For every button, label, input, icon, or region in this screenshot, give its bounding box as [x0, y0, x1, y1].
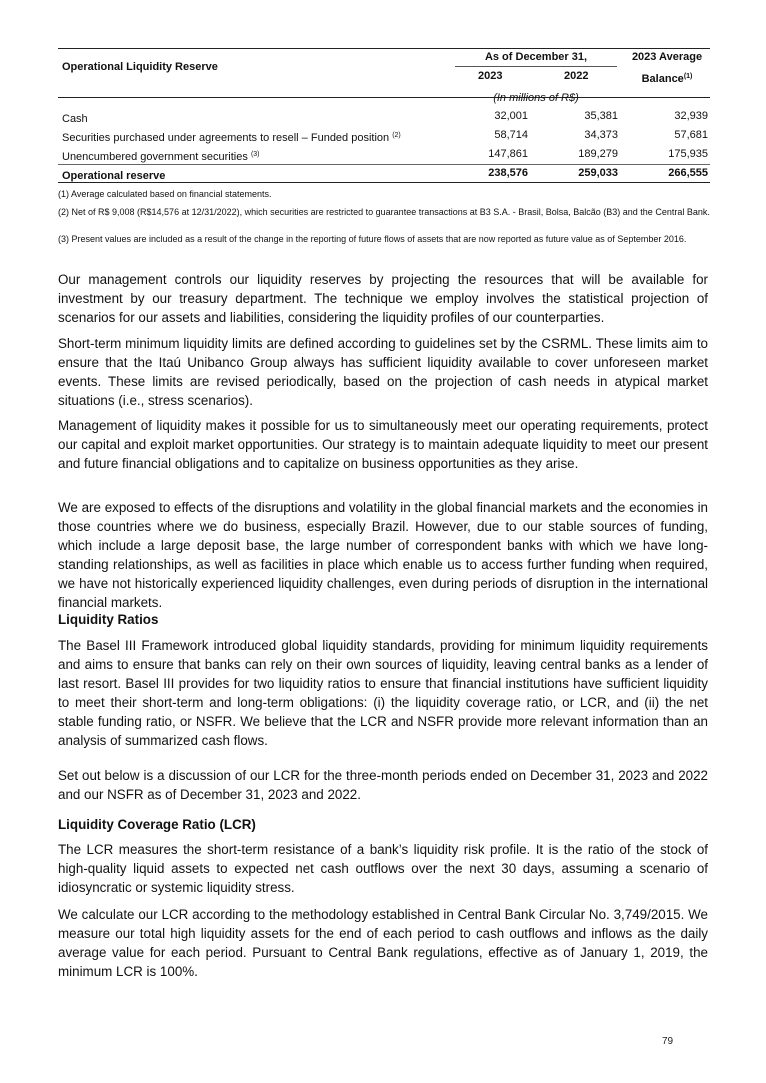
total-value-2023: 238,576 [488, 167, 528, 179]
row-value-2022: 189,279 [578, 148, 618, 160]
footnote-1: (1) Average calculated based on financial statements. [58, 189, 272, 199]
paragraph-management-of-liquidity: Management of liquidity makes it possible for us to simultaneously meet our operating requirements, protect our capital and exploit market opportunities. Our strategy is to maintain adequate liquidity to meet our present and future financial obligations and to capitalize on business opportunities as they arise. [58, 418, 708, 472]
paragraph-lcr-calculation: We calculate our LCR according to the methodology established in Central Bank Circular No. 3,749/2015. We measure our total high liquidity assets for the end of each period to cash outflows and inflows as the daily average value for each period. Pursuant to Central Bank regulations, effective as of January 1, 2019, the minimum LCR is 100%. [58, 907, 708, 980]
page-number: 79 [662, 1036, 674, 1047]
row-value-2023: 147,861 [488, 148, 528, 160]
col-header-2022: 2022 [564, 70, 589, 82]
total-value-avg: 266,555 [668, 167, 708, 179]
heading-liquidity-ratios: Liquidity Ratios [58, 612, 159, 627]
total-value-2022: 259,033 [578, 167, 618, 179]
row-label-cash: Cash [62, 113, 88, 125]
row-value-2023: 32,001 [494, 110, 528, 122]
table-title: Operational Liquidity Reserve [62, 61, 218, 73]
row-label-securities-resell: Securities purchased under agreements to resell – Funded position $^{(2)}$ [62, 132, 401, 144]
paragraph-lcr-definition: The LCR measures the short-term resistance of a bank’s liquidity risk profile. It is the ratio of the stock of high-quality liquid assets to expected net cash outflows over the next 30 days, assuming a scenario of idiosyncratic or systemic liquidity stress. [58, 842, 708, 896]
paragraph-basel-iii: The Basel III Framework introduced global liquidity standards, providing for minimum liquidity requirements and aims to ensure that banks can rely on their own sources of liquidity, leaving central banks as a lender of last resort. Basel III provides for two liquidity ratios to ensure that financial institutions have sufficient liquidity to meet their short-term and long-term obligations: (i) the liquidity coverage ratio, or LCR, and (ii) the net stable funding ratio, or NSFR. We believe that the LCR and NSFR provide more relevant information than an analysis of summarized cash flows. [58, 638, 708, 749]
units-note: (In millions of R$) [493, 92, 579, 104]
row-value-2022: 35,381 [584, 110, 618, 122]
avg-header-line1: 2023 Average [631, 51, 703, 63]
as-of-underline [455, 66, 617, 67]
heading-lcr: Liquidity Coverage Ratio (LCR) [58, 817, 256, 832]
row-label-gov-securities: Unencumbered government securities $^{(3)}$ [62, 151, 260, 163]
footnote-2: (2) Net of R$ 9,008 (R$14,576 at 12/31/2022), which securities are restricted to guarantee transactions at B3 S.A. - Brasil, Bolsa, Balcão (B3) and the Central Bank. [58, 207, 710, 217]
table-top-rule [58, 48, 710, 49]
table-bottom-rule [58, 182, 710, 183]
row-value-avg: 175,935 [668, 148, 708, 160]
col-header-2023: 2023 [478, 70, 503, 82]
avg-header-line2: Balance$^{(1)}$ [641, 73, 693, 85]
row-value-2022: 34,373 [584, 129, 618, 141]
row-value-2023: 58,714 [494, 129, 528, 141]
paragraph-lcr-nsfr-discussion: Set out below is a discussion of our LCR for the three-month periods ended on December 31, 2023 and 2022 and our NSFR as of December 31, 2023 and 2022. [58, 768, 708, 803]
row-value-avg: 57,681 [674, 129, 708, 141]
row-value-avg: 32,939 [674, 110, 708, 122]
row-label-operational-reserve: Operational reserve [62, 170, 166, 182]
paragraph-market-disruptions: We are exposed to effects of the disruptions and volatility in the global financial markets and the economies in those countries where we do business, especially Brazil. However, due to our stable sources of funding, which include a large deposit base, the large number of correspondent banks with which we have long-standing relationships, as well as facilities in place which enable us to access further funding when required, we have not historically experienced liquidity challenges, even during periods of disruption in the international financial markets. [58, 500, 708, 611]
paragraph-short-term-limits: Short-term minimum liquidity limits are defined according to guidelines set by the CSRML. These limits aim to ensure that the Itaú Unibanco Group always has sufficient liquidity available to cover unforeseen market events. These limits are revised periodically, based on the projection of cash needs in atypical market situations (i.e., stress scenarios). [58, 336, 708, 409]
total-row-rule [58, 164, 710, 165]
footnote-3: (3) Present values are included as a result of the change in the reporting of future flows of assets that are now reported as future value as of September 2016. [58, 234, 687, 244]
paragraph-liquidity-reserves: Our management controls our liquidity reserves by projecting the resources that will be available for investment by our treasury department. The technique we employ involves the statistical projection of scenarios for our assets and liabilities, considering the liquidity profiles of our counterparties. [58, 272, 708, 326]
as-of-header: As of December 31, [484, 51, 588, 63]
